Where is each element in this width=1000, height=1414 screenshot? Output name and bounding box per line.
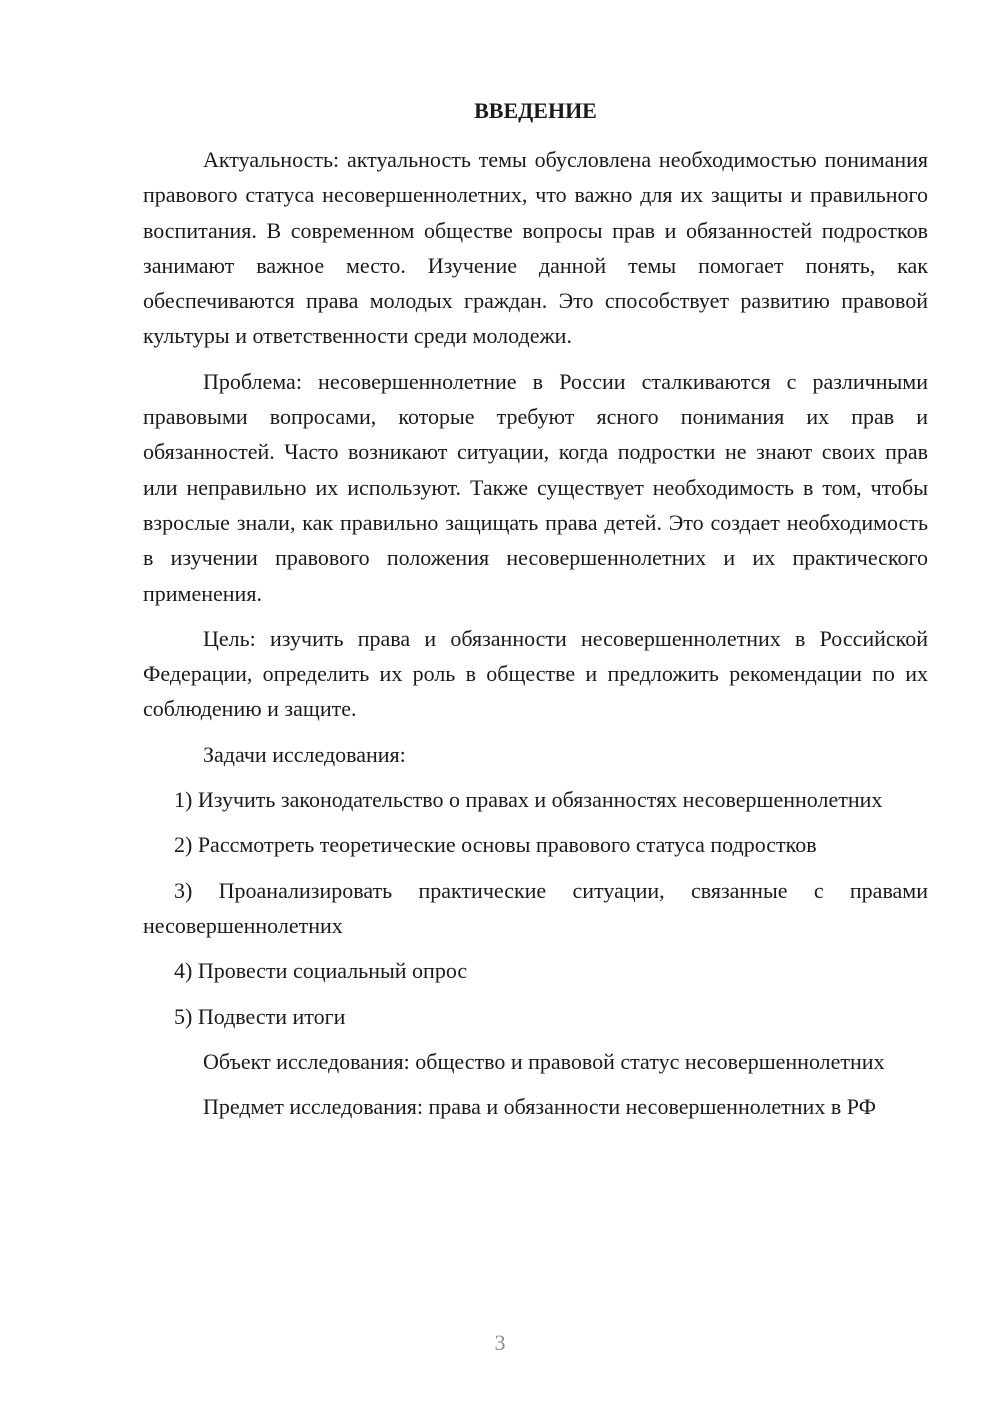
task-item-2: 2) Рассмотреть теоретические основы правового статуса подростков (174, 832, 817, 858)
task-item-5: 5) Подвести итоги (174, 1003, 346, 1029)
task-item-4: 4) Провести социальный опрос (174, 958, 468, 984)
task-item-3: 3) Проанализировать практические ситуации, связанные с правами несовершеннолетних (143, 877, 928, 938)
tasks-heading: Задачи исследования: (203, 741, 406, 767)
relevance-paragraph: Актуальность: актуальность темы обусловлена необходимостью понимания правового статуса несовершеннолетних, что важно для их защиты и правильного воспитания. В современном обществе вопросы прав и обязанностей подростков занимают важное место. Изучение данной темы помогает понять, как обеспечиваются права молодых граждан. Это способствует развитию правовой культуры и ответственности среди молодежи. (143, 147, 928, 349)
goal-paragraph: Цель: изучить права и обязанности несовершеннолетних в Российской Федерации, определить их роль в обществе и предложить рекомендации по их соблюдению и защите. (143, 625, 928, 722)
research-subject-paragraph: Предмет исследования: права и обязанности несовершеннолетних в РФ (203, 1094, 876, 1120)
page-number: 3 (494, 1330, 506, 1355)
document-body (143, 142, 928, 1134)
section-title: ВВЕДЕНИЕ (474, 98, 597, 123)
research-object-paragraph: Объект исследования: общество и правовой статус несовершеннолетних (203, 1048, 885, 1074)
task-item-1: 1) Изучить законодательство о правах и обязанностях несовершеннолетних (174, 787, 883, 813)
problem-paragraph: Проблема: несовершеннолетние в России сталкиваются с различными правовыми вопросами, которые требуют ясного понимания их прав и обязанностей. Часто возникают ситуации, когда подростки не знают своих прав или неправильно их используют. Также существует необходимость в том, чтобы взрослые знали, как правильно защищать права детей. Это создает необходимость в изучении правового положения несовершеннолетних и их практического применения. (143, 368, 928, 606)
